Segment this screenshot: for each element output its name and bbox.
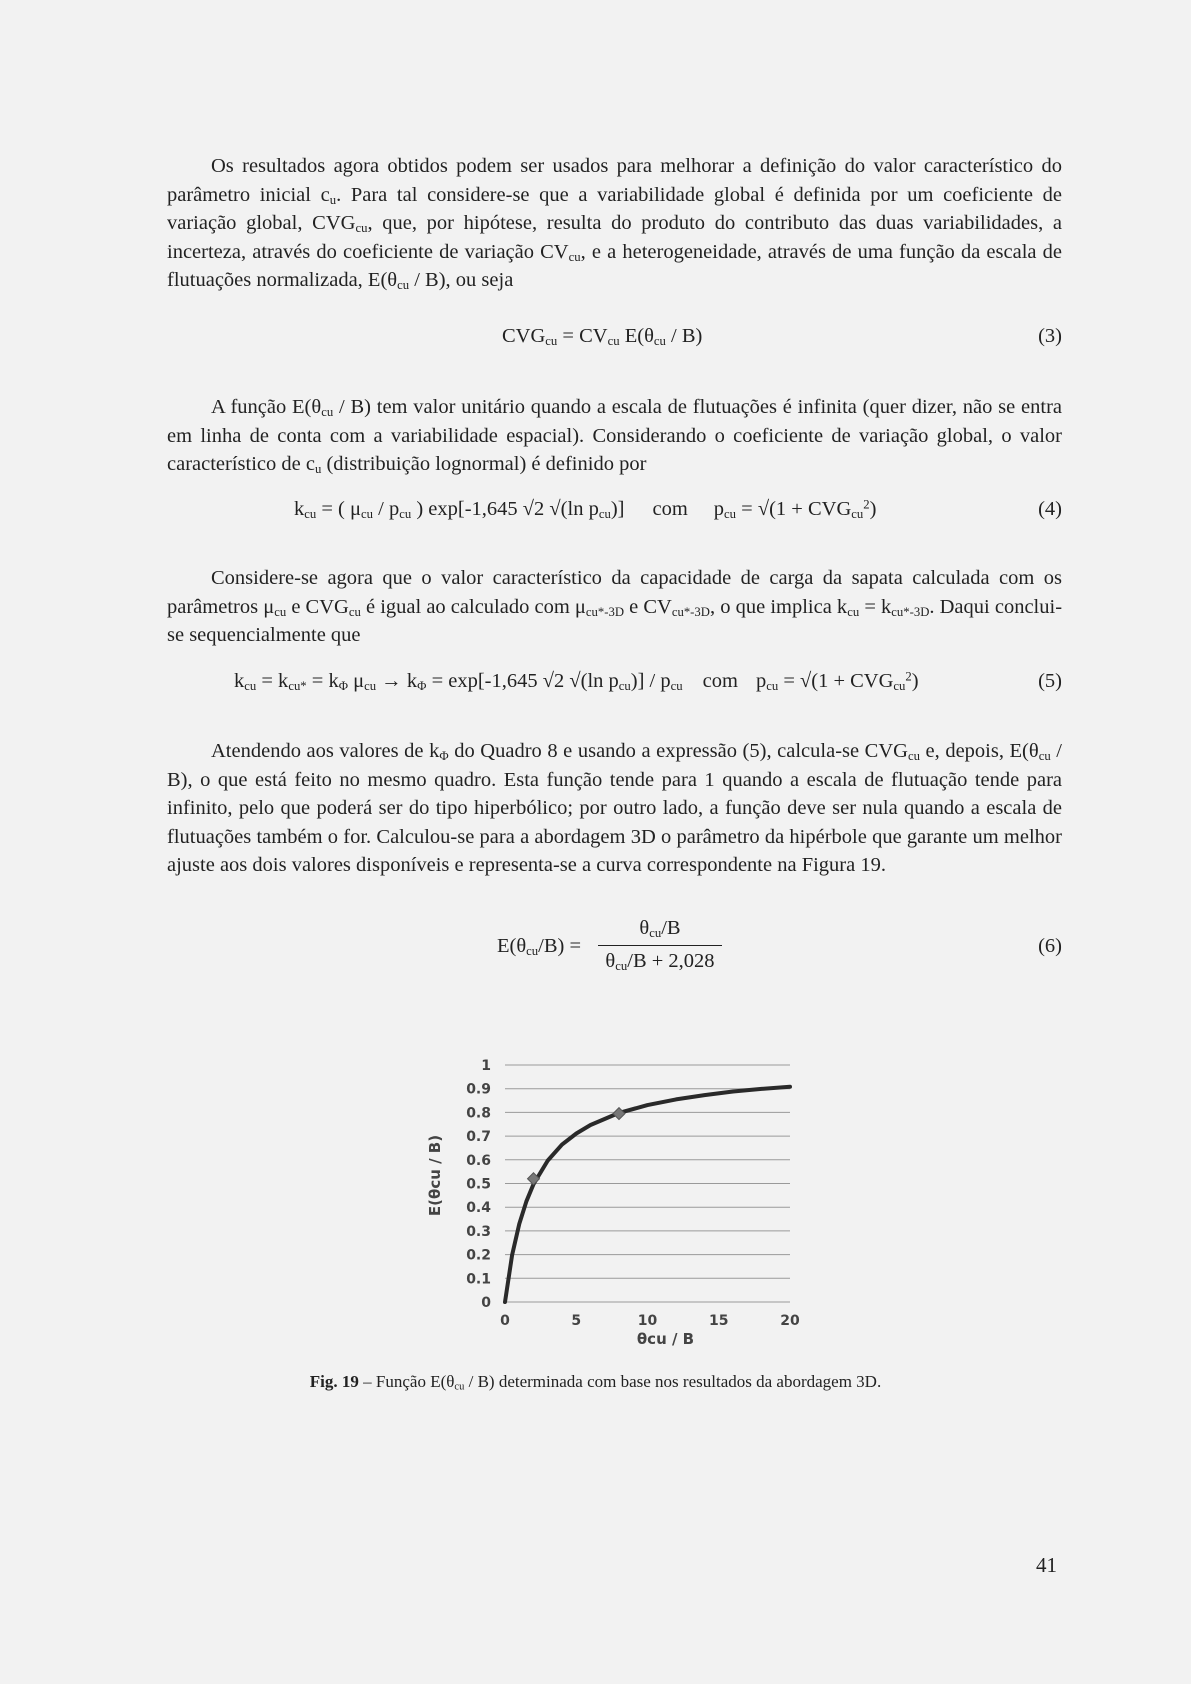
equation-3-number: (3) — [1038, 325, 1062, 347]
paragraph-4: Atendendo aos valores de $k_\Phi$ do Quadro 8 e usando a expressão (5), calcula-se $CVG_{cu}$ e, depois, $E(\theta_{cu} / B)$, o que está feito no mesmo quadro. Esta função tende para 1 quando a escala de flutuação tende para infinito, pelo que poderá ser do tipo hiperbólico; por outro lado, a função deve ser nula quando a escala de flutuações também o for. Calculou-se para a abordagem 3D o parâmetro da hipérbole que garante um melhor ajuste aos dois valores disponíveis e representa-se a curva correspondente na Figura 19. — [167, 740, 1062, 877]
y-tick-label: 0.6 — [466, 1152, 491, 1169]
equation-4: $k_{cu}$ = ( $\mu_{cu} / p_{cu}$ ) exp[-1,645 √2 √(ln $p_{cu}$)] com $p_{cu} = √(1 + CVG_{cu}^2)$ — [294, 497, 877, 522]
y-tick-label: 1 — [481, 1058, 491, 1074]
equation-6-denominator: $\theta_{cu}/B + 2,028$ — [605, 950, 715, 974]
equation-5: $k_{cu} = k_{cu*} = k_\Phi$ $\mu_{cu} \to k_\Phi = \exp[-1,645$ √2 √(ln $p_{cu})] / p_{cu}$ com $p_{cu} = √(1 + CVG_{cu}^2)$ — [234, 669, 919, 694]
paragraph-3: Considere-se agora que o valor característico da capacidade de carga da sapata calculada com os parâmetros $\mu_{cu}$ e $CVG_{cu}$ é igual ao calculado com $\mu_{cu*-3D}$ e $CV_{cu*-3D}$, o que implica $k_{cu} = k_{cu*-3D}$. Daqui conclui-se sequencialmente que — [167, 567, 1063, 647]
x-tick-label: 15 — [709, 1313, 729, 1329]
paragraph-1: Os resultados agora obtidos podem ser usados para melhorar a definição do valor característico do parâmetro inicial $c_u$. Para tal considere-se que a variabilidade global é definida por um coeficiente de variação global, $CVG_{cu}$, que, por hipótese, resulta do produto do contributo das duas variabilidades, a incerteza, através do coeficiente de variação $CV_{cu}$, e a heterogeneidade, através de uma função da escala de flutuações normalizada, $E(\theta_{cu} / B)$, ou seja — [167, 155, 1062, 293]
x-tick-label: 10 — [637, 1313, 658, 1329]
y-tick-label: 0.3 — [466, 1223, 491, 1240]
equation-6-numerator: $\theta_{cu}/B$ — [639, 917, 681, 941]
paragraph-2: A função $E(\theta_{cu} / B)$ tem valor unitário quando a escala de flutuações é infinita (quer dizer, não se entra em linha de conta com a variabilidade espacial). Considerando o coeficiente de variação global, o valor característico de $c_u$ (distribuição lognormal) é definido por — [167, 396, 1063, 477]
equation-3: $CVG_{cu} = CV_{cu}$ $E(\theta_{cu} / B)$ — [502, 325, 703, 349]
data-point-marker — [613, 1108, 625, 1120]
figure-19-chart — [400, 1045, 820, 1357]
y-tick-label: 0 — [481, 1295, 491, 1311]
equation-4-number: (4) — [1038, 498, 1062, 520]
x-tick-label: 0 — [500, 1313, 510, 1329]
equation-6-number: (6) — [1038, 935, 1062, 957]
y-tick-label: 0.4 — [466, 1200, 491, 1217]
y-tick-label: 0.1 — [466, 1271, 491, 1288]
fitted-curve — [505, 1087, 790, 1302]
chart-series — [505, 1087, 790, 1302]
y-tick-label: 0.9 — [466, 1081, 491, 1098]
y-tick-label: 0.7 — [466, 1129, 491, 1146]
x-tick-label: 5 — [571, 1313, 582, 1329]
chart-grid — [505, 1065, 790, 1302]
page-number: 41 — [1036, 1553, 1057, 1577]
y-tick-label: 0.2 — [466, 1247, 491, 1264]
equation-5-number: (5) — [1038, 670, 1062, 692]
y-tick-label: 0.5 — [466, 1176, 491, 1193]
y-axis-label: E(θcu / B) — [426, 1134, 444, 1217]
x-tick-label: 20 — [780, 1313, 800, 1329]
y-tick-label: 0.8 — [466, 1105, 491, 1122]
x-axis-label: θcu / B — [636, 1330, 695, 1348]
x-tick-labels — [500, 1313, 800, 1329]
figure-caption: Fig. 19 – Função $E(\theta_{cu} / B)$ determinada com base nos resultados da abordagem 3D. — [309, 1372, 882, 1393]
equation-6-lhs: $E(\theta_{cu}/B)$ = — [497, 935, 582, 959]
fraction-bar — [598, 945, 722, 946]
y-tick-labels — [466, 1058, 491, 1311]
